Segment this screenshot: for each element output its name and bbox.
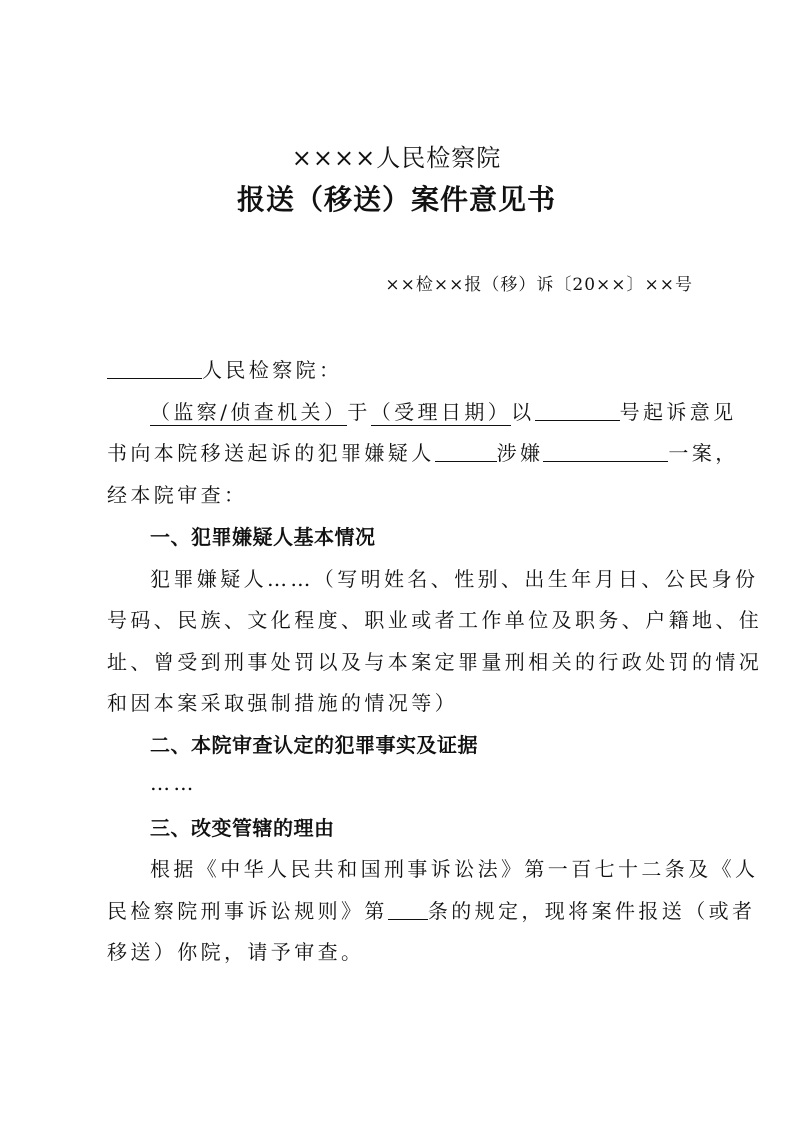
section-2-heading: 二、本院审查认定的犯罪事实及证据	[150, 733, 478, 757]
suspect-name-blank	[435, 439, 497, 462]
document-number: ××检××报（移）诉〔20××〕××号	[385, 275, 693, 295]
intro-line-1	[150, 398, 737, 426]
date-placeholder: （受理日期）	[370, 400, 512, 424]
section-1-line: 号码、民族、文化程度、职业或者工作单位及职务、户籍地、住	[107, 608, 763, 632]
section-1-line: 址、曾受到刑事处罚以及与本案定罪量刑相关的行政处罚的情况	[107, 650, 763, 674]
document-title: 报送（移送）案件意见书	[236, 183, 556, 216]
intro-line-2a: 书向本院移送起诉的犯罪嫌疑人	[107, 441, 435, 465]
addressee-suffix: 人民检察院：	[202, 358, 343, 382]
section-1-line: 和因本案采取强制措施的情况等）	[107, 691, 458, 715]
intro-line-2c: 一案，	[668, 441, 739, 465]
intro-yi: 以	[511, 400, 535, 424]
opinion-number-blank	[535, 398, 620, 421]
procuratorate-name: ××××人民检察院	[291, 144, 502, 172]
section-1-line: 犯罪嫌疑人……（写明姓名、性别、出生年月日、公民身份	[150, 567, 759, 591]
section-2-text: ……	[150, 771, 197, 795]
intro-line-2	[107, 439, 739, 467]
charge-blank	[543, 439, 668, 462]
section-3-line-2a: 民检察院刑事诉讼规则》第	[107, 899, 388, 923]
section-3-line-3: 移送）你院，请予审查。	[107, 940, 365, 964]
section-3-line-2	[107, 897, 755, 925]
intro-line-3: 经本院审查：	[107, 483, 248, 507]
section-3-line-1: 根据《中华人民共和国刑事诉讼法》第一百七十二条及《人	[150, 857, 759, 881]
section-3-line-2b: 条的规定，现将案件报送（或者	[427, 899, 756, 923]
addressee-blank	[107, 356, 202, 379]
addressee-line	[107, 356, 342, 384]
section-3-heading: 三、改变管辖的理由	[150, 816, 335, 840]
article-number-blank	[388, 897, 428, 920]
intro-after-number: 号起诉意见	[619, 400, 737, 424]
agency-placeholder: （监察/侦查机关）	[150, 400, 348, 424]
intro-line-2b: 涉嫌	[496, 441, 544, 465]
section-1-heading: 一、犯罪嫌疑人基本情况	[150, 525, 376, 549]
intro-yu: 于	[347, 400, 371, 424]
